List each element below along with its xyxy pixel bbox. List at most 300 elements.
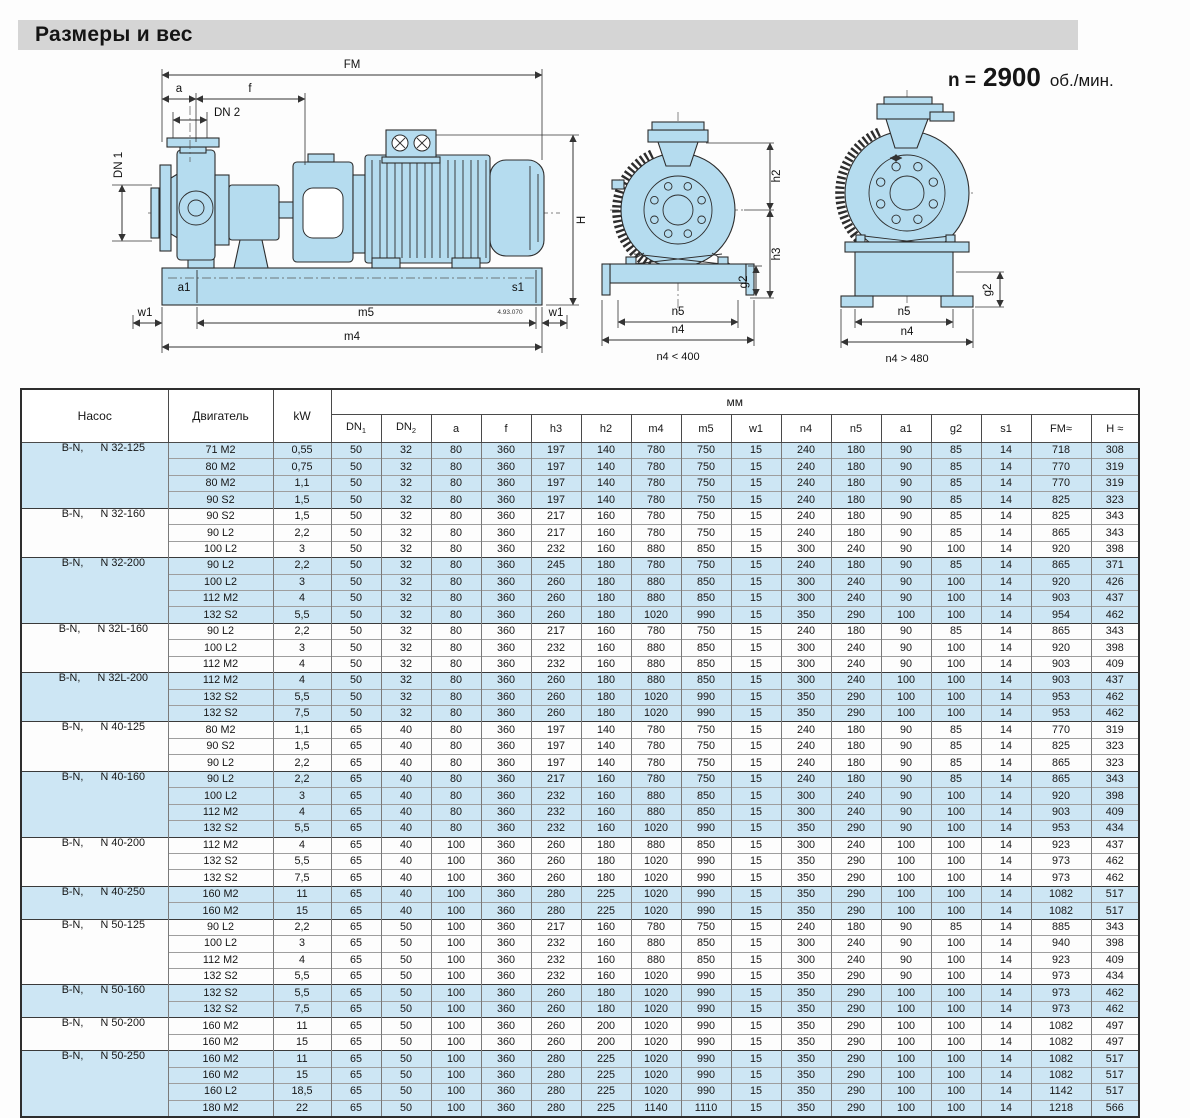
dim-cell: 15 bbox=[731, 755, 781, 771]
dim-cell: 85 bbox=[931, 919, 981, 935]
dim-cell: 240 bbox=[781, 771, 831, 787]
dim-cell: 100 bbox=[431, 1084, 481, 1100]
kw-cell: 7,5 bbox=[273, 870, 331, 886]
dim-cell: 398 bbox=[1091, 936, 1139, 952]
dim-cell: 50 bbox=[381, 919, 431, 935]
table-row bbox=[21, 919, 1139, 935]
dim-cell: 100 bbox=[881, 870, 931, 886]
motor-cell: 132 S2 bbox=[168, 853, 273, 869]
dim-cell: 865 bbox=[1031, 525, 1091, 541]
column-header-motor: Двигатель bbox=[168, 389, 273, 443]
dim-cell: 434 bbox=[1091, 969, 1139, 985]
dim-cell: 50 bbox=[331, 459, 381, 475]
dim-cell: 240 bbox=[781, 738, 831, 754]
kw-cell: 3 bbox=[273, 541, 331, 557]
dim-cell: 50 bbox=[381, 1034, 431, 1050]
dim-cell: 15 bbox=[731, 508, 781, 524]
dim-cell: 990 bbox=[681, 1001, 731, 1017]
dim-cell: 990 bbox=[681, 607, 731, 623]
dim-cell: 566 bbox=[1091, 1100, 1139, 1117]
dim-cell: 50 bbox=[331, 574, 381, 590]
dim-cell: 100 bbox=[931, 1100, 981, 1117]
dim-cell: 50 bbox=[331, 689, 381, 705]
dim-cell: 990 bbox=[681, 853, 731, 869]
dim-cell: 14 bbox=[981, 475, 1031, 491]
caption-n4-small: n4 < 400 bbox=[656, 351, 700, 363]
dim-cell: 290 bbox=[831, 969, 881, 985]
dim-cell: 290 bbox=[831, 689, 881, 705]
dim-cell: 290 bbox=[831, 1067, 881, 1083]
kw-cell: 4 bbox=[273, 804, 331, 820]
rpm-unit: об./мин. bbox=[1049, 71, 1114, 90]
dim-cell: 100 bbox=[931, 656, 981, 672]
dim-cell: 100 bbox=[931, 985, 981, 1001]
dim-cell: 240 bbox=[781, 919, 831, 935]
dim-cell: 15 bbox=[731, 821, 781, 837]
dim-cell: 160 bbox=[581, 788, 631, 804]
dim-cell: 517 bbox=[1091, 1051, 1139, 1067]
kw-cell: 18,5 bbox=[273, 1084, 331, 1100]
dim-cell: 15 bbox=[731, 1034, 781, 1050]
dim-cell: 360 bbox=[481, 525, 531, 541]
dim-cell: 100 bbox=[931, 673, 981, 689]
dim-cell: 462 bbox=[1091, 1001, 1139, 1017]
pump-model-cell: B-N, N 50-250 bbox=[21, 1051, 168, 1117]
dim-cell: 990 bbox=[681, 706, 731, 722]
dim-cell: 850 bbox=[681, 936, 731, 952]
dim-cell: 343 bbox=[1091, 508, 1139, 524]
dim-cell: 90 bbox=[881, 738, 931, 754]
dim-cell: 100 bbox=[931, 837, 981, 853]
dim-cell: 1020 bbox=[631, 1051, 681, 1067]
dim-cell: 32 bbox=[381, 607, 431, 623]
dim-cell: 1020 bbox=[631, 689, 681, 705]
kw-cell: 7,5 bbox=[273, 706, 331, 722]
column-header: m5 bbox=[681, 415, 731, 443]
kw-cell: 2,2 bbox=[273, 919, 331, 935]
dim-cell: 15 bbox=[731, 903, 781, 919]
dim-cell: 14 bbox=[981, 952, 1031, 968]
dim-cell: 1082 bbox=[1031, 886, 1091, 902]
dim-cell: 14 bbox=[981, 886, 1031, 902]
dim-cell: 1142 bbox=[1031, 1084, 1091, 1100]
dim-cell: 160 bbox=[581, 969, 631, 985]
dim-cell: 290 bbox=[831, 821, 881, 837]
dim-cell: 80 bbox=[431, 755, 481, 771]
dim-cell: 40 bbox=[381, 755, 431, 771]
kw-cell: 1,1 bbox=[273, 722, 331, 738]
dim-cell: 360 bbox=[481, 771, 531, 787]
dim-cell: 240 bbox=[831, 541, 881, 557]
dim-cell: 350 bbox=[781, 1084, 831, 1100]
dim-cell: 360 bbox=[481, 1100, 531, 1117]
dim-cell: 85 bbox=[931, 623, 981, 639]
dim-cell: 750 bbox=[681, 525, 731, 541]
dim-label-a: a bbox=[175, 83, 183, 95]
dim-cell: 15 bbox=[731, 706, 781, 722]
dim-cell: 15 bbox=[731, 1018, 781, 1034]
table-row bbox=[21, 771, 1139, 787]
dim-cell: 14 bbox=[981, 755, 1031, 771]
table-row bbox=[21, 1001, 1139, 1017]
dim-cell: 770 bbox=[1031, 459, 1091, 475]
motor-cell: 100 L2 bbox=[168, 936, 273, 952]
motor-cell: 112 M2 bbox=[168, 804, 273, 820]
dim-cell: 32 bbox=[381, 525, 431, 541]
table-row bbox=[21, 1100, 1139, 1117]
dim-cell: 225 bbox=[581, 903, 631, 919]
dim-cell: 80 bbox=[431, 525, 481, 541]
dim-cell: 437 bbox=[1091, 590, 1139, 606]
dim-label-n4-small: n4 bbox=[671, 324, 685, 336]
dim-cell: 15 bbox=[731, 475, 781, 491]
dim-cell: 15 bbox=[731, 607, 781, 623]
motor-cell: 90 L2 bbox=[168, 919, 273, 935]
dim-cell: 80 bbox=[431, 623, 481, 639]
rpm-value: 2900 bbox=[982, 62, 1041, 92]
column-header: a bbox=[431, 415, 481, 443]
pump-model-cell: B-N, N 32L-160 bbox=[21, 623, 168, 672]
dim-cell: 462 bbox=[1091, 706, 1139, 722]
dim-cell: 15 bbox=[731, 853, 781, 869]
dim-cell: 50 bbox=[331, 492, 381, 508]
table-row bbox=[21, 886, 1139, 902]
dim-cell: 65 bbox=[331, 1034, 381, 1050]
dim-cell: 990 bbox=[681, 821, 731, 837]
dim-cell: 280 bbox=[531, 886, 581, 902]
kw-cell: 1,5 bbox=[273, 738, 331, 754]
dim-cell: 32 bbox=[381, 689, 431, 705]
dim-cell: 240 bbox=[831, 936, 881, 952]
rpm-prefix: n = bbox=[948, 70, 976, 91]
dim-cell: 360 bbox=[481, 459, 531, 475]
dim-cell: 50 bbox=[331, 541, 381, 557]
dim-cell: 100 bbox=[431, 1051, 481, 1067]
dim-cell: 85 bbox=[931, 492, 981, 508]
dim-cell: 350 bbox=[781, 903, 831, 919]
dim-cell: 1020 bbox=[631, 969, 681, 985]
pump-model-cell: B-N, N 40-125 bbox=[21, 722, 168, 771]
table-row bbox=[21, 985, 1139, 1001]
dim-cell: 14 bbox=[981, 738, 1031, 754]
dim-cell: 750 bbox=[681, 722, 731, 738]
kw-cell: 4 bbox=[273, 656, 331, 672]
page-title-bar bbox=[18, 20, 1078, 50]
dim-cell: 32 bbox=[381, 508, 431, 524]
dim-cell: 780 bbox=[631, 722, 681, 738]
kw-cell: 0,55 bbox=[273, 443, 331, 459]
pump-model-cell: B-N, N 50-200 bbox=[21, 1018, 168, 1051]
dim-cell: 14 bbox=[981, 1100, 1031, 1117]
table-row bbox=[21, 853, 1139, 869]
motor-cell: 112 M2 bbox=[168, 837, 273, 853]
dim-cell: 990 bbox=[681, 903, 731, 919]
dim-cell: 100 bbox=[931, 706, 981, 722]
dim-cell: 180 bbox=[831, 492, 881, 508]
dim-cell: 65 bbox=[331, 1084, 381, 1100]
dim-cell: 360 bbox=[481, 1084, 531, 1100]
dim-cell: 360 bbox=[481, 821, 531, 837]
dim-cell: 360 bbox=[481, 640, 531, 656]
dim-cell: 65 bbox=[331, 985, 381, 1001]
page-title: Размеры и вес bbox=[35, 23, 193, 46]
dim-cell: 15 bbox=[731, 738, 781, 754]
dim-cell: 65 bbox=[331, 919, 381, 935]
dim-cell: 343 bbox=[1091, 771, 1139, 787]
dim-cell: 990 bbox=[681, 1018, 731, 1034]
dim-cell: 517 bbox=[1091, 886, 1139, 902]
dim-cell: 280 bbox=[531, 1051, 581, 1067]
dim-cell: 360 bbox=[481, 886, 531, 902]
dim-cell: 850 bbox=[681, 656, 731, 672]
dim-cell: 780 bbox=[631, 558, 681, 574]
kw-cell: 2,2 bbox=[273, 771, 331, 787]
dim-cell: 100 bbox=[881, 1100, 931, 1117]
dim-cell: 32 bbox=[381, 475, 431, 491]
dim-cell: 80 bbox=[431, 689, 481, 705]
dim-cell: 260 bbox=[531, 837, 581, 853]
dim-cell: 90 bbox=[881, 771, 931, 787]
dim-cell: 360 bbox=[481, 804, 531, 820]
dim-cell: 180 bbox=[831, 443, 881, 459]
dim-cell: 80 bbox=[431, 722, 481, 738]
dim-cell: 240 bbox=[781, 623, 831, 639]
dim-cell: 160 bbox=[581, 952, 631, 968]
dim-cell: 1020 bbox=[631, 607, 681, 623]
dim-cell: 100 bbox=[881, 1084, 931, 1100]
dim-cell: 360 bbox=[481, 689, 531, 705]
dim-cell: 80 bbox=[431, 492, 481, 508]
dim-cell: 880 bbox=[631, 952, 681, 968]
motor-cell: 90 S2 bbox=[168, 508, 273, 524]
dim-cell: 50 bbox=[331, 590, 381, 606]
column-header: n4 bbox=[781, 415, 831, 443]
dim-cell: 300 bbox=[781, 804, 831, 820]
dim-cell: 50 bbox=[381, 969, 431, 985]
dim-cell: 360 bbox=[481, 1034, 531, 1050]
motor-cell: 71 M2 bbox=[168, 443, 273, 459]
dim-cell: 780 bbox=[631, 919, 681, 935]
dim-cell: 65 bbox=[331, 1067, 381, 1083]
dim-cell: 990 bbox=[681, 689, 731, 705]
dim-cell: 1082 bbox=[1031, 1051, 1091, 1067]
column-header: $DN_1$ bbox=[331, 415, 381, 443]
dim-cell: 100 bbox=[431, 853, 481, 869]
dim-cell: 880 bbox=[631, 574, 681, 590]
dim-cell: 350 bbox=[781, 1067, 831, 1083]
dim-cell: 50 bbox=[381, 1001, 431, 1017]
dim-cell: 260 bbox=[531, 1001, 581, 1017]
dim-cell: 100 bbox=[431, 1100, 481, 1117]
dim-cell: 85 bbox=[931, 738, 981, 754]
dim-cell: 32 bbox=[381, 673, 431, 689]
dim-cell: 160 bbox=[581, 771, 631, 787]
dim-cell: 360 bbox=[481, 623, 531, 639]
dim-cell: 15 bbox=[731, 640, 781, 656]
dim-cell: 880 bbox=[631, 804, 681, 820]
dim-cell: 245 bbox=[531, 558, 581, 574]
kw-cell: 2,2 bbox=[273, 623, 331, 639]
dim-cell: 85 bbox=[931, 722, 981, 738]
dim-cell: 973 bbox=[1031, 969, 1091, 985]
dim-cell: 100 bbox=[931, 821, 981, 837]
dim-cell: 225 bbox=[581, 1067, 631, 1083]
dim-cell: 360 bbox=[481, 590, 531, 606]
dim-cell: 50 bbox=[381, 1018, 431, 1034]
dim-cell: 517 bbox=[1091, 1084, 1139, 1100]
dim-cell: 100 bbox=[931, 952, 981, 968]
dim-cell: 90 bbox=[881, 623, 931, 639]
dim-cell: 360 bbox=[481, 870, 531, 886]
dim-cell: 880 bbox=[631, 837, 681, 853]
dim-cell: 100 bbox=[431, 1067, 481, 1083]
dim-cell: 14 bbox=[981, 1018, 1031, 1034]
dim-cell: 290 bbox=[831, 870, 881, 886]
dim-cell: 180 bbox=[581, 870, 631, 886]
dim-cell: 1218 bbox=[1031, 1100, 1091, 1117]
pump-front-view-small bbox=[602, 112, 783, 363]
kw-cell: 3 bbox=[273, 640, 331, 656]
dim-cell: 360 bbox=[481, 969, 531, 985]
dim-cell: 15 bbox=[731, 985, 781, 1001]
dim-cell: 990 bbox=[681, 886, 731, 902]
dim-cell: 409 bbox=[1091, 952, 1139, 968]
dim-cell: 100 bbox=[431, 837, 481, 853]
dim-cell: 990 bbox=[681, 1051, 731, 1067]
dim-cell: 360 bbox=[481, 508, 531, 524]
dim-cell: 65 bbox=[331, 1100, 381, 1117]
dim-cell: 290 bbox=[831, 1084, 881, 1100]
dim-cell: 750 bbox=[681, 919, 731, 935]
kw-cell: 3 bbox=[273, 574, 331, 590]
dim-cell: 360 bbox=[481, 722, 531, 738]
dim-cell: 100 bbox=[431, 1001, 481, 1017]
dim-cell: 65 bbox=[331, 853, 381, 869]
dim-cell: 100 bbox=[431, 985, 481, 1001]
dim-cell: 80 bbox=[431, 738, 481, 754]
dim-cell: 80 bbox=[431, 640, 481, 656]
kw-cell: 5,5 bbox=[273, 969, 331, 985]
dim-cell: 780 bbox=[631, 508, 681, 524]
dim-cell: 90 bbox=[881, 919, 931, 935]
dim-cell: 300 bbox=[781, 952, 831, 968]
dim-cell: 85 bbox=[931, 475, 981, 491]
dim-cell: 50 bbox=[331, 443, 381, 459]
dim-cell: 15 bbox=[731, 788, 781, 804]
dim-cell: 14 bbox=[981, 689, 1031, 705]
table-row bbox=[21, 821, 1139, 837]
dim-cell: 80 bbox=[431, 508, 481, 524]
dim-cell: 350 bbox=[781, 689, 831, 705]
dim-cell: 80 bbox=[431, 788, 481, 804]
dim-cell: 225 bbox=[581, 1051, 631, 1067]
dim-label-fm: FM bbox=[343, 59, 361, 71]
dim-cell: 15 bbox=[731, 1084, 781, 1100]
kw-cell: 7,5 bbox=[273, 1001, 331, 1017]
dim-label-f: f bbox=[248, 83, 252, 95]
dim-cell: 85 bbox=[931, 755, 981, 771]
dim-cell: 343 bbox=[1091, 919, 1139, 935]
pump-front-view-large bbox=[840, 90, 1004, 365]
dim-cell: 100 bbox=[881, 1001, 931, 1017]
dim-cell: 360 bbox=[481, 492, 531, 508]
caption-n4-large: n4 > 480 bbox=[885, 353, 929, 365]
dim-cell: 180 bbox=[831, 771, 881, 787]
dim-cell: 80 bbox=[431, 656, 481, 672]
dim-cell: 240 bbox=[831, 788, 881, 804]
dim-cell: 65 bbox=[331, 788, 381, 804]
motor-cell: 132 S2 bbox=[168, 706, 273, 722]
table-row bbox=[21, 656, 1139, 672]
drawing-code: 4.93.070 bbox=[497, 309, 523, 316]
dim-cell: 90 bbox=[881, 788, 931, 804]
table-row bbox=[21, 1018, 1139, 1034]
dim-label-n5-large: n5 bbox=[897, 306, 911, 318]
dim-cell: 50 bbox=[331, 607, 381, 623]
dim-cell: 140 bbox=[581, 755, 631, 771]
dim-cell: 240 bbox=[781, 443, 831, 459]
dim-cell: 903 bbox=[1031, 590, 1091, 606]
dim-cell: 1020 bbox=[631, 853, 681, 869]
dim-cell: 319 bbox=[1091, 459, 1139, 475]
table-row bbox=[21, 1034, 1139, 1050]
dim-cell: 15 bbox=[731, 870, 781, 886]
dim-cell: 180 bbox=[831, 722, 881, 738]
dim-cell: 780 bbox=[631, 525, 681, 541]
dim-cell: 360 bbox=[481, 1067, 531, 1083]
dim-cell: 750 bbox=[681, 443, 731, 459]
dim-cell: 240 bbox=[831, 952, 881, 968]
dim-cell: 260 bbox=[531, 1034, 581, 1050]
dim-cell: 240 bbox=[831, 804, 881, 820]
dim-cell: 180 bbox=[581, 837, 631, 853]
dim-cell: 1020 bbox=[631, 886, 681, 902]
motor-cell: 100 L2 bbox=[168, 574, 273, 590]
dim-cell: 920 bbox=[1031, 640, 1091, 656]
motor-cell: 132 S2 bbox=[168, 985, 273, 1001]
dim-cell: 40 bbox=[381, 738, 431, 754]
dim-cell: 180 bbox=[581, 558, 631, 574]
dim-cell: 865 bbox=[1031, 771, 1091, 787]
dim-cell: 1082 bbox=[1031, 1067, 1091, 1083]
dim-cell: 360 bbox=[481, 656, 531, 672]
table-row bbox=[21, 1084, 1139, 1100]
pump-model-cell: B-N, N 32L-200 bbox=[21, 673, 168, 722]
dim-cell: 319 bbox=[1091, 475, 1139, 491]
dim-cell: 290 bbox=[831, 1018, 881, 1034]
motor-cell: 160 M2 bbox=[168, 886, 273, 902]
dim-cell: 14 bbox=[981, 722, 1031, 738]
dim-cell: 65 bbox=[331, 903, 381, 919]
dim-cell: 225 bbox=[581, 886, 631, 902]
dim-cell: 350 bbox=[781, 870, 831, 886]
dim-cell: 140 bbox=[581, 492, 631, 508]
dim-cell: 180 bbox=[831, 919, 881, 935]
dim-cell: 32 bbox=[381, 623, 431, 639]
dim-cell: 953 bbox=[1031, 689, 1091, 705]
dim-cell: 990 bbox=[681, 1067, 731, 1083]
dim-cell: 240 bbox=[781, 459, 831, 475]
pump-side-view bbox=[112, 59, 588, 353]
dim-cell: 180 bbox=[831, 459, 881, 475]
dim-cell: 100 bbox=[881, 853, 931, 869]
table-row bbox=[21, 574, 1139, 590]
dim-cell: 14 bbox=[981, 771, 1031, 787]
dim-cell: 100 bbox=[881, 1034, 931, 1050]
dim-cell: 40 bbox=[381, 837, 431, 853]
dim-cell: 65 bbox=[331, 837, 381, 853]
kw-cell: 2,2 bbox=[273, 558, 331, 574]
